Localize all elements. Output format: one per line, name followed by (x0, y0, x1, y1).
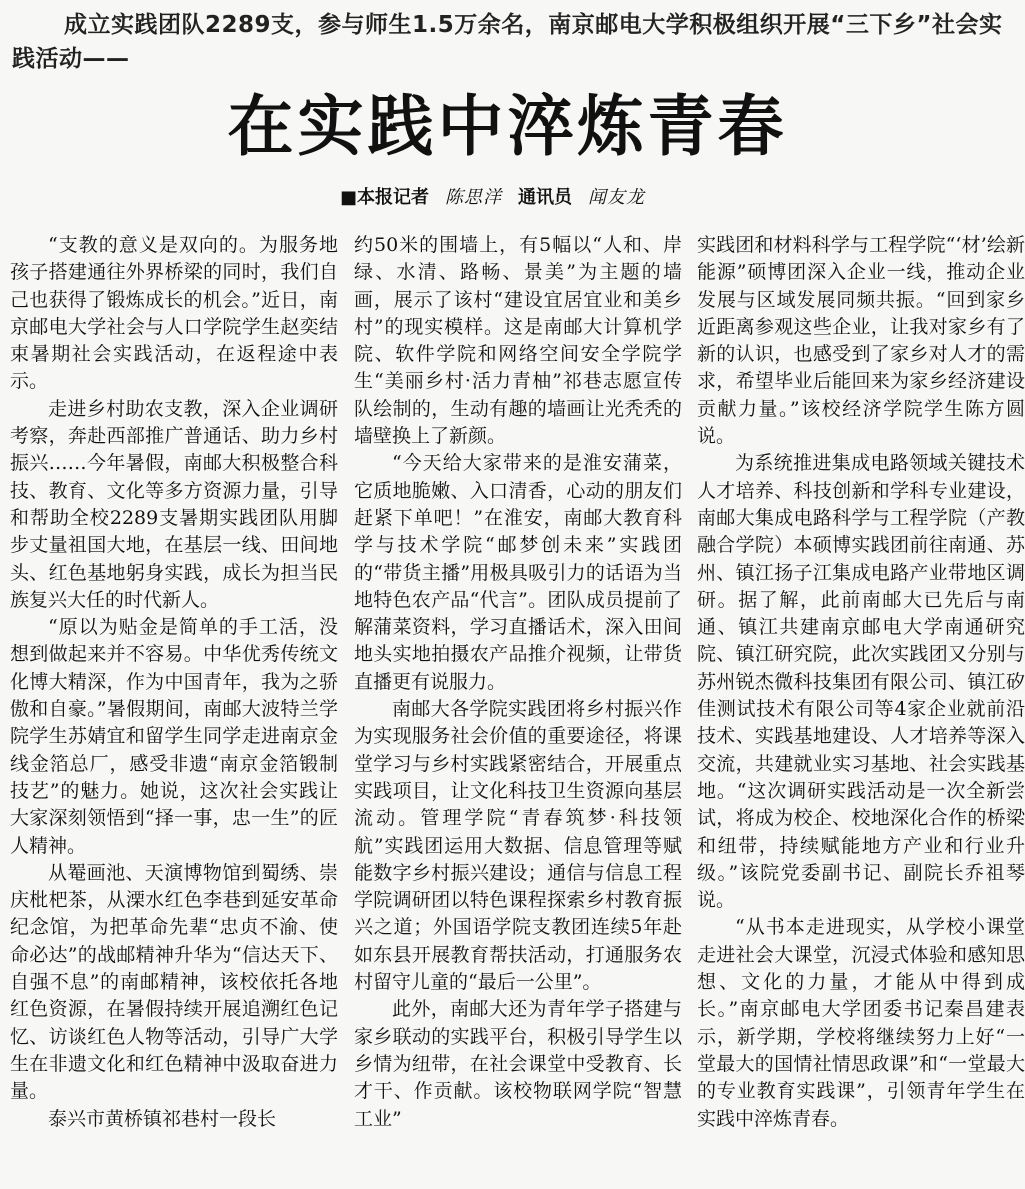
paragraph: “今天给大家带来的是淮安蒲菜，它质地脆嫩、入口清香，心动的朋友们赶紧下单吧！”在淮安，南邮大教育科学与技术学院“邮梦创未来”实践团的“带货主播”用极具吸引力的话语为当地特色农产品“代言”。团队成员提前了解蒲菜资料，学习直播话术，深入田间地头实地拍摄农产品推介视频，让带货直播更有说服力。 (354, 452, 682, 693)
headline: 在实践中淬炼青春 (227, 87, 788, 165)
paragraph: 泰兴市黄桥镇祁巷村一段长 (48, 1107, 277, 1130)
paragraph: “支教的意义是双向的。为服务地孩子搭建通往外界桥梁的同时，我们自己也获得了锻炼成长的机会。”近日，南京邮电大学社会与人口学院学生赵奕结束暑期社会实践活动，在返程途中表示。 (10, 234, 338, 393)
sub-headline: 成立实践团队2289支，参与师生1.5万余名，南京邮电大学积极组织开展“三下乡”社会实践活动—— (12, 12, 1003, 72)
paragraph: 约50米的围墙上，有5幅以“人和、岸绿、水清、路畅、景美”为主题的墙画，展示了该村“建设宜居宜业和美乡村”的现实模样。这是南邮大计算机学院、软件学院和网络空间安全学院学生“美丽乡村·活力青柚”祁巷志愿宣传队绘制的，生动有趣的墙画让光秃秃的墙壁换上了新颜。 (354, 234, 682, 448)
paragraph: “从书本走进现实，从学校小课堂走进社会大课堂，沉浸式体验和感知思想、文化的力量，才能从中得到成长。”南京邮电大学团委书记秦昌建表示，新学期，学校将继续努力上好“一堂最大的国情社情思政课”和“一堂最大的专业教育实践课”，引领青年学生在实践中淬炼青春。 (697, 916, 1025, 1130)
byline (340, 186, 661, 210)
article-column-1 (10, 232, 338, 1133)
paragraph: 从罨画池、天演博物馆到蜀绣、崇庆枇杷茶，从溧水红色李巷到延安革命纪念馆，为把革命先辈“忠贞不渝、使命必达”的战邮精神升华为“信达天下、自强不息”的南邮精神，该校依托各地红色资源，在暑假持续开展追溯红色记忆、访谈红色人物等活动，引导广大学生在非遗文化和红色精神中汲取奋进力量。 (10, 861, 338, 1103)
paragraph: 此外，南邮大还为青年学子搭建与家乡联动的实践平台，积极引导学生以乡情为纽带，在社会课堂中受教育、长才干、作贡献。该校物联网学院“智慧工业” (354, 998, 682, 1130)
paragraph: 走进乡村助农支教，深入企业调研考察，奔赴西部推广普通话、助力乡村振兴……今年暑假，南邮大积极整合科技、教育、文化等多方资源力量，引导和帮助全校2289支暑期实践团队用脚步丈量祖国大地，在基层一线、田间地头、红色基地躬身实践，成长为担当民族复兴大任的时代新人。 (10, 397, 338, 611)
article-column-2 (354, 232, 682, 1133)
reporter-label: 本报记者 (357, 187, 430, 208)
article-column-3 (697, 232, 1025, 1133)
byline-marker: ■ (340, 187, 358, 208)
paragraph: 为系统推进集成电路领域关键技术人才培养、科技创新和学科专业建设，南邮大集成电路科学与工程学院（产教融合学院）本硕博实践团前往南通、苏州、镇江扬子江集成电路产业带地区调研。据了解，此前南邮大已先后与南通、镇江共建南京邮电大学南通研究院、镇江研究院，此次实践团又分别与苏州锐杰微科技集团有限公司、镇江矽佳测试技术有限公司等4家企业就前沿技术、实践基地建设、人才培养等深入交流，共建就业实习基地、社会实践基地。“这次调研实践活动是一次全新尝试，将成为校企、校地深化合作的桥梁和纽带，持续赋能地方产业和行业升级。”该院党委副书记、副院长乔祖琴说。 (697, 452, 1025, 912)
paragraph: 实践团和材料科学与工程学院“‘材’绘新能源”硕博团深入企业一线，推动企业发展与区域发展同频共振。“回到家乡近距离参观这些企业，让我对家乡有了新的认识，也感受到了家乡对人才的需求，希望毕业后能回来为家乡经济建设贡献力量。”该校经济学院学生陈方圆说。 (697, 234, 1025, 448)
paragraph: “原以为贴金是简单的手工活，没想到做起来并不容易。中华优秀传统文化博大精深，作为中国青年，我为之骄傲和自豪。”暑假期间，南邮大波特兰学院学生苏婧宜和留学生同学走进南京金线金箔总厂，感受非遗“南京金箔锻制技艺”的魅力。她说，这次社会实践让大家深刻领悟到“择一事，忠一生”的匠人精神。 (10, 616, 338, 857)
correspondent-name: 闻友龙 (588, 187, 646, 208)
paragraph: 南邮大各学院实践团将乡村振兴作为实现服务社会价值的重要途径，将课堂学习与乡村实践紧密结合，开展重点实践项目，让文化科技卫生资源向基层流动。管理学院“青春筑梦·科技领航”实践团运用大数据、信息管理等赋能数字乡村振兴建设；通信与信息工程学院调研团以特色课程探索乡村教育振兴之道；外国语学院支教团连续5年赴如东县开展教育帮扶活动，打通服务农村留守儿童的“最后一公里”。 (354, 698, 682, 994)
reporter-name: 陈思洋 (445, 187, 503, 208)
correspondent-label: 通讯员 (518, 187, 573, 208)
